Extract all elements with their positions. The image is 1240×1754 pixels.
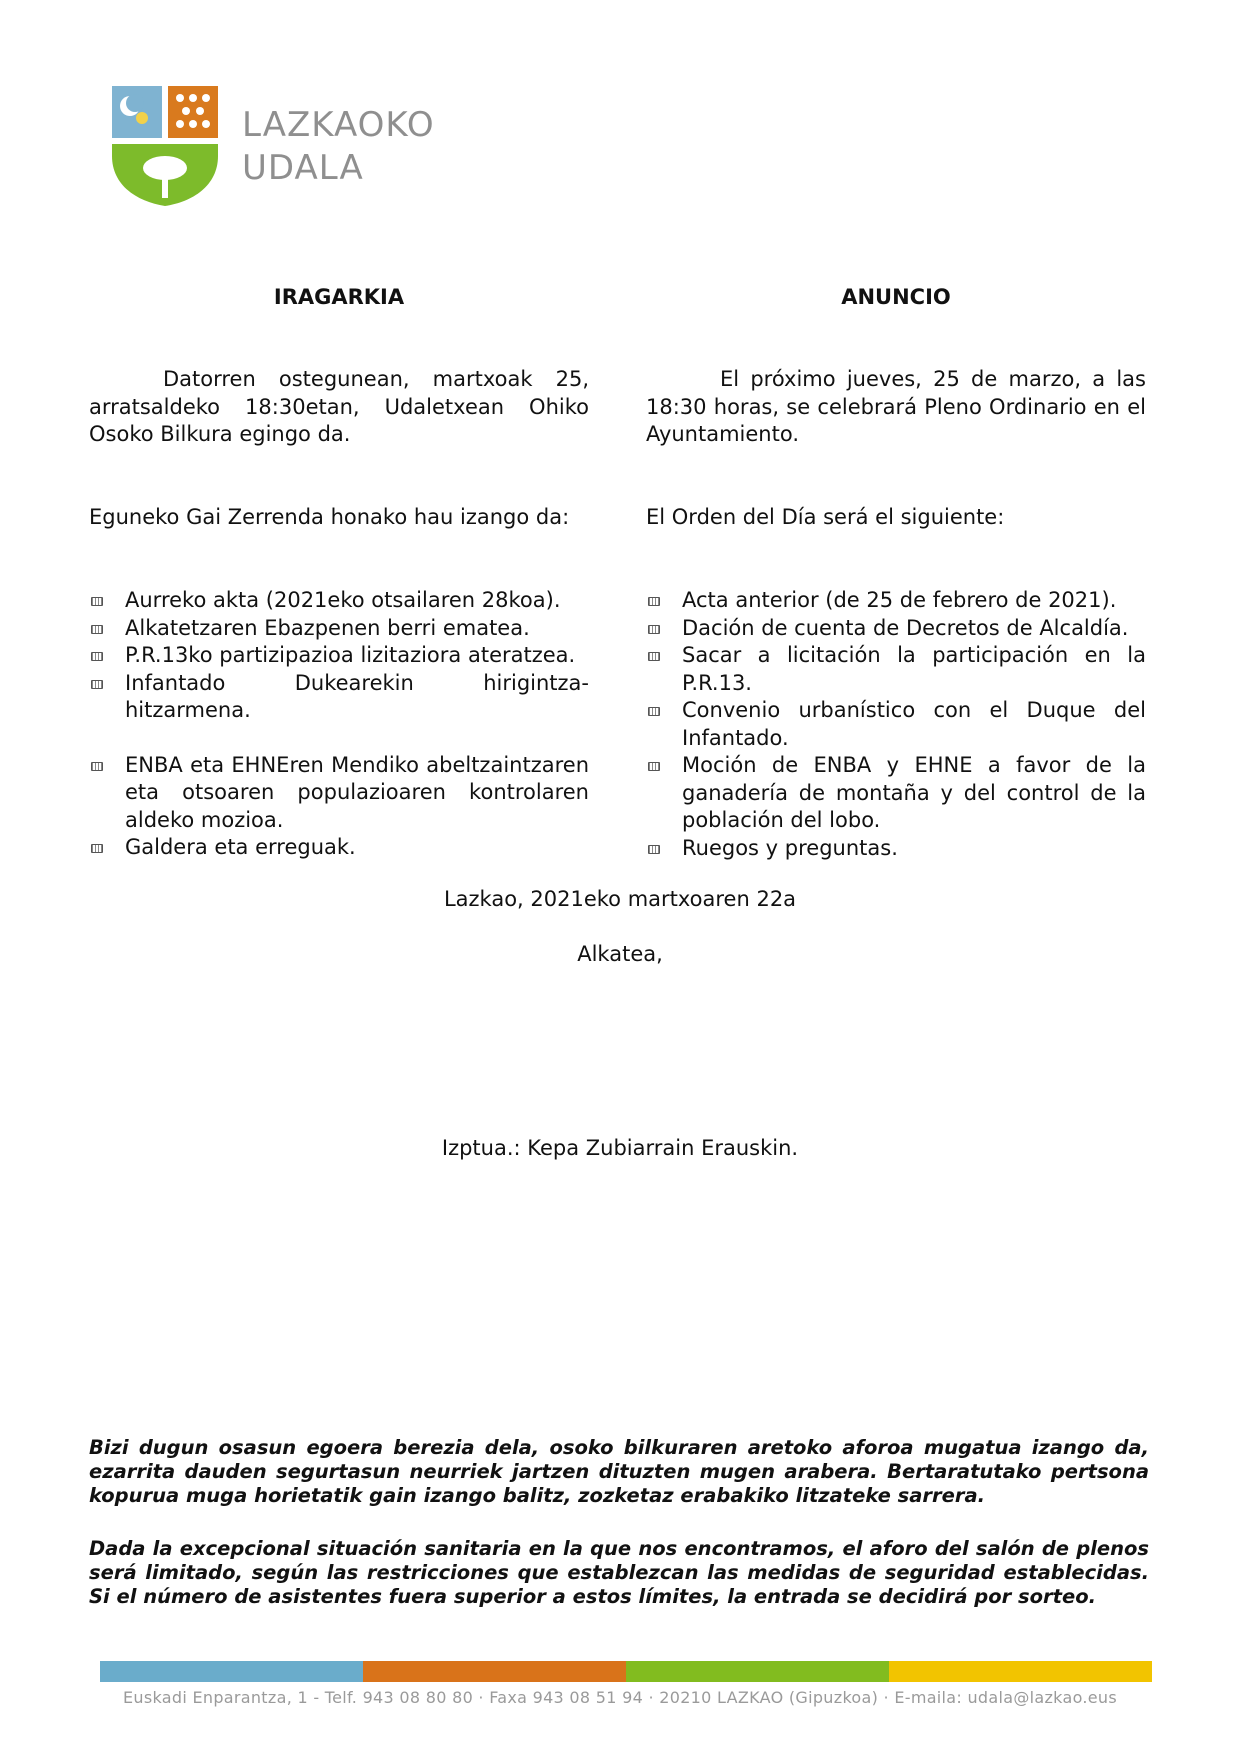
folder-bullet-icon [91, 762, 103, 771]
list-item-text: Convenio urbanístico con el Duque del Infantado. [682, 698, 1146, 750]
folder-bullet-icon [648, 597, 660, 606]
signer-title: Alkatea, [577, 942, 663, 966]
list-item-text: ENBA eta EHNEren Mendiko abeltzaintzaren eta otsoaren populazioaren kontrolaren aldeko mozioa. [125, 752, 589, 832]
list-item [646, 587, 1146, 615]
order-line-spanish: El Orden del Día será el siguiente: [646, 505, 1005, 529]
signature-line: Izptua.: Kepa Zubiarrain Erauskin. [441, 1136, 799, 1160]
bar-segment-green [626, 1661, 889, 1682]
coat-of-arms-icon [112, 86, 220, 210]
folder-bullet-icon [648, 625, 660, 634]
list-item [89, 834, 589, 862]
list-item [646, 642, 1146, 697]
bar-segment-blue [100, 1661, 363, 1682]
column-basque [89, 284, 589, 859]
footer-contact: Euskadi Enparantza, 1 - Telf. 943 08 80 80 · Faxa 943 08 51 94 · 20210 LAZKAO (Gipuzkoa) · E-maila: udala@lazkao.eus [123, 1688, 1117, 1707]
list-item-text: Sacar a licitación la participación en la P.R.13. [682, 643, 1146, 695]
folder-bullet-icon [91, 597, 103, 606]
column-spanish [646, 284, 1146, 860]
bar-segment-yellow [889, 1661, 1152, 1682]
list-item [646, 835, 1146, 863]
list-item-text: Dación de cuenta de Decretos de Alcaldía. [682, 615, 1129, 640]
list-item-text: Alkatetzaren Ebazpenen berri ematea. [125, 615, 530, 640]
notice-basque: Bizi dugun osasun egoera berezia dela, osoko bilkuraren aretoko aforoa mugatua izango da, ezarrita dauden segurtasun neurriek jartzen dituzten mugen arabera. Bertaratutako pertsona kopurua muga horietatik gain izango balitz, zozketaz erabakiko litzateke sarrera. [89, 1436, 1149, 1507]
list-item-text: Galdera eta erreguak. [125, 835, 356, 859]
folder-bullet-icon [648, 762, 660, 771]
logo-orange-quarter [168, 86, 218, 138]
folder-bullet-icon [91, 844, 103, 853]
notice-spanish: Dada la excepcional situación sanitaria en la que nos encontramos, el aforo del salón de plenos será limitado, según las restricciones que establezcan las medidas de seguridad establecidas. Si el número de asistentes fuera superior a estos límites, la entrada se decidirá por sorteo. [89, 1537, 1149, 1608]
list-item-text: Ruegos y preguntas. [682, 835, 898, 860]
date-line: Lazkao, 2021eko martxoaren 22a [443, 887, 797, 911]
bar-segment-orange [363, 1661, 626, 1682]
list-item [89, 615, 589, 643]
list-item [646, 615, 1146, 643]
list-item-text: Acta anterior (de 25 de febrero de 2021). [682, 588, 1117, 612]
heading-basque: IRAGARKIA [273, 285, 405, 309]
intro-basque: Datorren ostegunean, martxoak 25, arratsaldeko 18:30etan, Udaletxean Ohiko Osoko Bilkura egingo da. [89, 367, 589, 446]
intro-spanish: El próximo jueves, 25 de marzo, a las 18:30 horas, se celebrará Pleno Ordinario en el Ayuntamiento. [646, 367, 1146, 446]
folder-bullet-icon [91, 625, 103, 634]
heading-spanish: ANUNCIO [841, 285, 951, 309]
logo-line-2: UDALA [242, 148, 364, 188]
logo-wordmark [242, 104, 435, 190]
list-item-text: Infantado Dukearekin hirigintza-hitzarmena. [125, 670, 589, 722]
list-item [89, 752, 589, 835]
folder-bullet-icon [648, 845, 660, 854]
municipal-logo [112, 86, 435, 210]
footer-color-bar [100, 1661, 1152, 1682]
agenda-list-spanish [646, 587, 1146, 862]
order-line-basque: Eguneko Gai Zerrenda honako hau izango da: [89, 505, 570, 529]
agenda-list-basque [89, 587, 589, 862]
logo-line-1: LAZKAOKO [242, 105, 435, 145]
folder-bullet-icon [648, 652, 660, 661]
list-item-text: Moción de ENBA y EHNE a favor de la ganadería de montaña y del control de la población del lobo. [682, 753, 1146, 832]
folder-bullet-icon [91, 680, 103, 689]
list-item [89, 642, 589, 670]
list-item [646, 697, 1146, 752]
folder-bullet-icon [91, 652, 103, 661]
list-item [89, 587, 589, 615]
folder-bullet-icon [648, 707, 660, 716]
list-item [89, 670, 589, 725]
list-item-text: Aurreko akta (2021eko otsailaren 28koa). [125, 588, 561, 612]
list-item-text: P.R.13ko partizipazioa lizitaziora ateratzea. [125, 643, 576, 667]
list-item [646, 752, 1146, 835]
